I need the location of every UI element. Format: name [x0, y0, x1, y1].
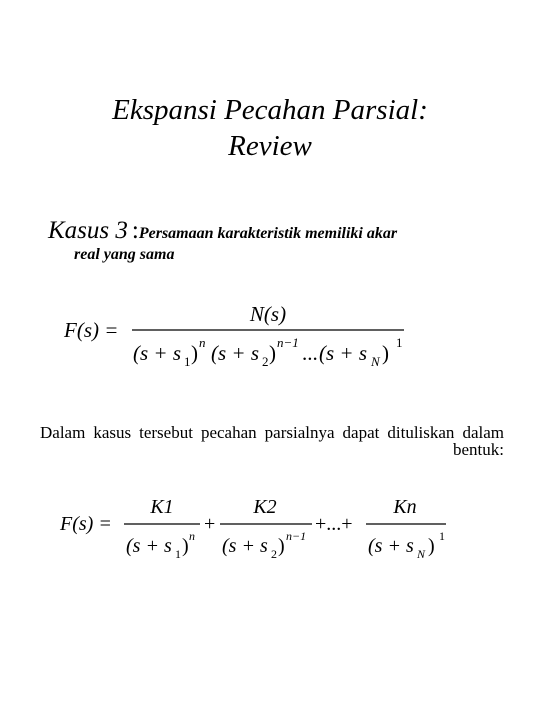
eq2-term3-numerator: Kn: [393, 496, 417, 518]
eq1-factor1-sub: 1: [184, 354, 191, 369]
case-heading: [48, 216, 518, 266]
case-colon: :: [131, 217, 139, 244]
eq2-term1-base: (s + s: [126, 535, 172, 557]
eq2-term1-numerator: K1: [150, 496, 174, 518]
eq1-factor2-close: ): [269, 341, 276, 365]
case-description-continued: real yang sama: [74, 246, 175, 263]
eq2-term3-sub: N: [417, 547, 426, 561]
slide-title: [0, 92, 540, 164]
equation-partial-fraction: [0, 490, 540, 570]
eq2-term1-exp: n: [189, 529, 195, 543]
eq2-term3-base: (s + s: [368, 535, 414, 557]
eq2-plus-dots-plus: +...+: [315, 513, 353, 535]
slide-title-line1: Ekspansi Pecahan Parsial:: [112, 94, 428, 126]
eq2-term1-sub: 1: [175, 547, 181, 561]
equation-transfer-function: [0, 295, 540, 380]
eq1-factor2-base: (s + s: [211, 341, 260, 365]
eq1-factor2-sub: 2: [262, 354, 269, 369]
explanation-text: Dalam kasus tersebut pecahan parsialnya dapat dituliskan dalam bentuk:: [40, 423, 504, 459]
eq1-lhs: F(s) =: [64, 318, 119, 342]
eq2-lhs: F(s) =: [60, 513, 112, 535]
eq2-term3-close: ): [428, 535, 435, 557]
case-description: Persamaan karakteristik memiliki akar: [138, 225, 398, 242]
eq2-term2-base: (s + s: [222, 535, 268, 557]
eq1-factor3-close: ): [382, 341, 389, 365]
eq1-factor3-exp: 1: [396, 335, 403, 350]
eq2-term2-numerator: K2: [253, 496, 277, 518]
eq2-term3-exp: 1: [439, 529, 445, 543]
eq1-factor1-base: (s + s: [133, 341, 182, 365]
eq2-plus1: +: [204, 513, 216, 535]
eq2-term2-sub: 2: [271, 547, 277, 561]
eq1-factor3-base: (s + s: [319, 341, 368, 365]
case-label: Kasus 3: [48, 217, 128, 244]
eq2-term2-close: ): [278, 535, 285, 557]
eq1-factor3-sub: N: [371, 354, 380, 369]
eq1-factor2-exp: n−1: [277, 335, 299, 350]
slide-title-line2: Review: [228, 130, 312, 162]
eq1-numerator: N(s): [249, 302, 287, 326]
eq1-factor1-close: ): [191, 341, 198, 365]
eq2-term1-close: ): [182, 535, 189, 557]
eq2-term2-exp: n−1: [286, 529, 307, 543]
eq1-factor1-exp: n: [199, 335, 206, 350]
eq1-dots: ...: [302, 341, 318, 365]
